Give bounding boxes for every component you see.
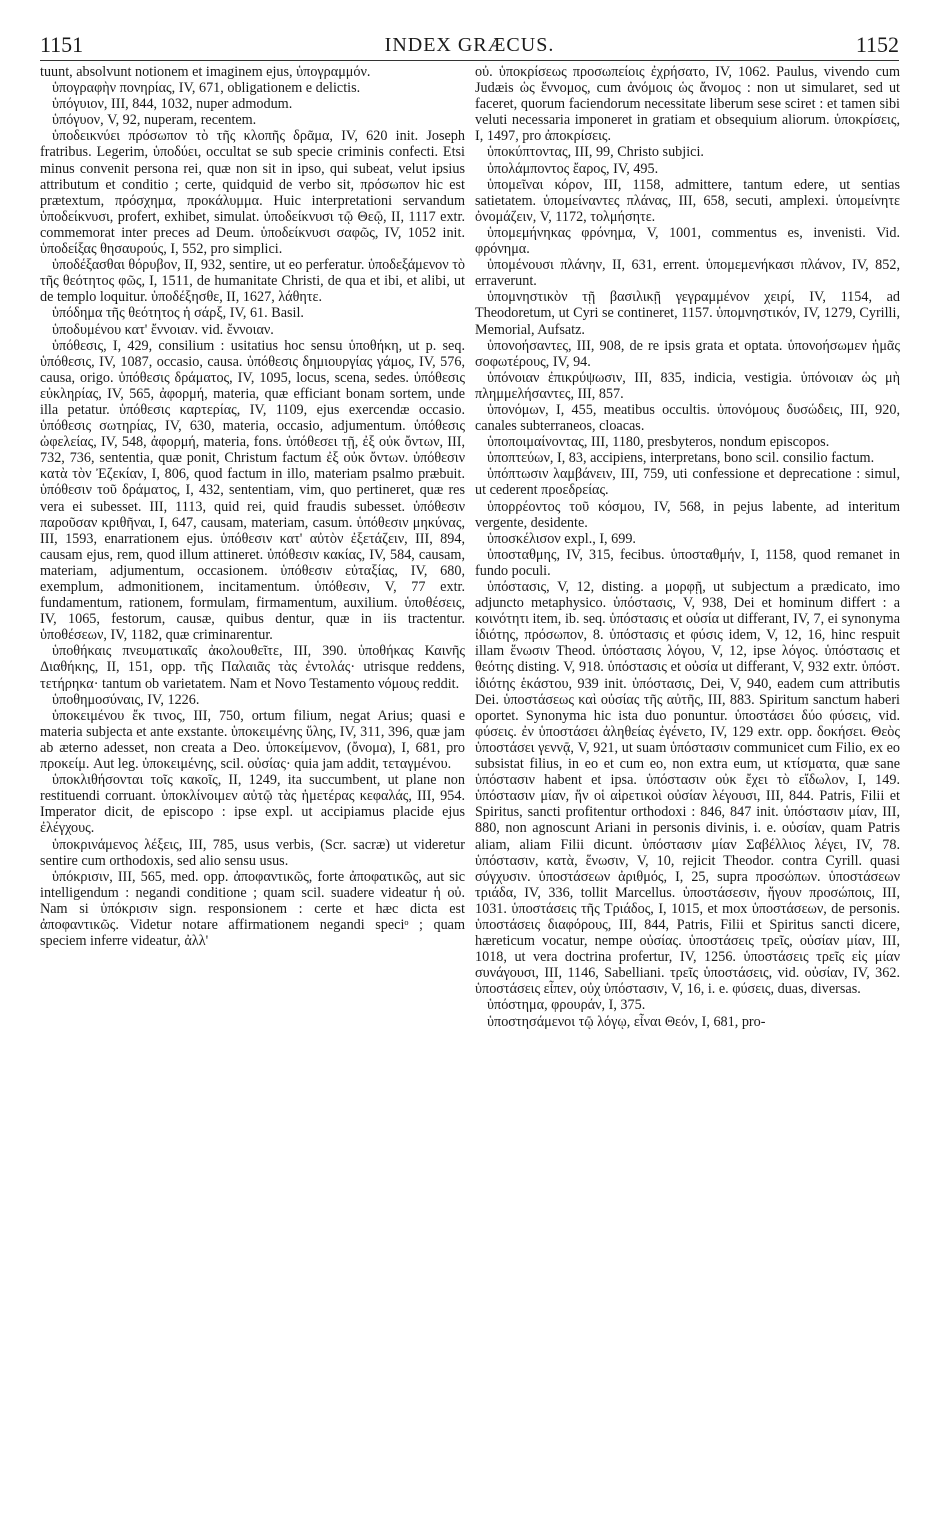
index-entry: ὑπόγυον, V, 92, nuperam, recentem. [52, 112, 257, 129]
index-entry: ὑποδέξασθαι θόρυβον, II, 932, sentire, ut eo perferatur. ὑποδεξάμενον τὸ τῆς θεότητος φῶς, I, 1511, de humanitate Christi, de qua et ibi, et alibi, ut de templo loquitur. ὑποδέξησθε, II, 1627, λάθητε. [40, 257, 465, 306]
index-entry: ὑποκλιθήσονται τοῖς κακοῖς, II, 1249, ita succumbent, ut plane non restituendi corruant. ὑποκλίνοιμεν αὐτῷ τὰς ἡμετέρας κεφαλάς, III, 954. Imperator dicit, de episcopo : ipse expl. ut accipiamus placide ejus ἐλέγχους. [40, 772, 465, 837]
index-entry: ὑπονοήσαντες, III, 908, de re ipsis grata et optata. ὑπονοήσωμεν ἡμᾶς σοφωτέρους, IV, 94. [475, 337, 900, 370]
page-number-left: 1151 [40, 32, 84, 57]
index-entry: ὑπονόμων, I, 455, meatibus occultis. ὑπονόμους δυσώδεις, III, 920, canales subterraneos, cloacas. [475, 401, 900, 435]
running-title: INDEX GRÆCUS. [384, 34, 555, 56]
index-entry: ὑπόθεσις, I, 429, consilium : usitatius hoc sensu ὑποθήκη, ut p. seq. ὑπόθεσις, IV, 1087, occasio, causa. ὑπόθεσις δημιουργίας γάμος, IV, 576, causa, origo. ὑπόθεσις δράματος, IV, 1095, locus, scena, sedes. ὑπόθεσις εὐκληρίας, IV, 565, ἀφορμή, materia, quæ efficiant bonam sortem, unde illa petatur. ὑπόθεσις καρτερίας, IV, 1109, ejus exercendæ occasio. ὑπόθεσις σωτηρίας, IV, 630, materia, occasio, adjumentum. ὑπόθεσις ὠφελείας, IV, 548, ἀφορμή, materia, fons. ὑπόθεσει τῇ, ἐξ οὐκ ὄντων, III, 732, 736, sententia, quæ ponit, Christum factum ἐξ οὐκ ὄντων. ὑπόθεσιν κατὰ τὸν Ἐζεκίαν, I, 806, quod factum in illo, materiam psalmo præbuit. ὑπόθεσιν τοῦ δράματος, I, 432, sententiam, vim, quo pertineret, quæ res vera ei subesset. III, 1113, quid rei, quid fraudis subesset. ὑπόθεσιν παροῦσαν κριθῆναι, I, 647, causam, materiam, casum. ὑπόθεσιν μηκύνας, III, 1593, enarrationem ejus. ὑπόθεσιν κατ' αὐτὸν ἐξετάζειν, III, 894, causam ejus, rem, quod illum attineret. ὑπόθεσιν κακίας, IV, 584, causam, materiam, adjumentum, occasionem. ὑπόθεσιν εὐταξίας, IV, 680, exemplum, admonitionem, incitamentum. ὑπόθεσιν, V, 77 extr. fundamentum, rationem, formulam, firmamentum, auxilium. ὑποθέσεις, IV, 1065, festorum, causæ, quibus dentur, quæ in iis tractentur. ὑποθέσεων, IV, 1182, quæ criminarentur. [40, 337, 465, 644]
index-entry: ὑπόπτωσιν λαμβάνειν, III, 759, uti confessione et deprecatione : simul, ut cederent προεδρείας. [475, 466, 900, 499]
index-entry: ὑπόγυιον, III, 844, 1032, nuper admodum. [52, 96, 293, 113]
index-entry: ὑπόκρισιν, III, 565, med. opp. ἀποφαντικῶς, forte ἀποφατικῶς, aut sic intelligendum : negandi conditione ; quam scil. suadere videatur ἡ οὐ. Nam si ὑπόκρισιν sign. responsionem : certe et hæc dicta est ἀποφαντικῶς. Videtur notare affirmationem negandi speciᵒ ; quam speciem inferre videatur, ἀλλ' [40, 868, 465, 950]
index-entry: ὑπομνηστικὸν τῇ βασιλικῇ γεγραμμένον χειρί, IV, 1154, ad Theodoretum, ut Cyri se contineret, 1157. ὑπομνηστικόν, IV, 1279, Cyrilli, Memorial, Aufsatz. [475, 289, 900, 338]
page-header [40, 28, 899, 60]
index-entry: ὑπομεμήνηκας φρόνημα, V, 1001, commentus es, invenisti. Vid. φρόνημα. [475, 224, 900, 258]
index-entry: ὑπογραφὴν πονηρίας, IV, 671, obligationem e delictis. [52, 80, 361, 97]
index-entry: ὑποσταθμης, IV, 315, fecibus. ὑποσταθμήν, I, 1158, quod remanet in fundo poculi. [475, 546, 900, 579]
header-rule [40, 60, 899, 61]
right-column [475, 64, 900, 1524]
index-entry: ὑπόστασις, V, 12, disting. a μορφῇ, ut subjectum a prædicato, imo adjuncto metaphysico. ὑπόστασις, V, 938, Dei et hominum differt : a κοινότητι item, ib. seq. ὑπόστασις et οὐσία ut differant, IV, 7, ei synonyma ἰδιότης, πρόσωπον, 8. ὑπόστασις et φύσις idem, V, 12, 16, hinc respuit illam ἕνωσιν Theod. ὑπόστασις λόγου, V, 12, ipse λόγος. ὑπόστασις et θεότης disting. V, 918. ὑπόστασις et οὐσία ut differant, V, 932 extr. ὑπόστ. ἰδιότης ἑκάστου, 939 init. ὑπόστασις, Dei, V, 940, eadem cum attributis Dei. ὑποστάσεως καὶ οὐσίας τῆς αὐτῆς, III, 883. Spiritum sanctum haberi oportet. Synonyma hic ista duo ponuntur. ὑποστάσει δύο φύσεις, vid. φύσεις. ἐν ὑποστάσει ἀληθείας ἐγένετο, IV, 129 extr. opp. δοκήσει. Θεὸς ὑποστάσει γεννᾷ, V, 921, ut suam ὑπόστασιν communicet cum Filio, ex eo subsistat filius, in eo et cum eo, non extra eum, ut κτίσματα, quæ sane ὑπόστασιν habent et ipsa. ὑπόστασιν οὐκ ἔχει τὸ εἴδωλον, I, 149. ὑπόστασιν μίαν, ἥν οἱ αἱρετικοὶ οὐσίαν λέγουσι, III, 844. Patris, Filii et Spiritus, sancti profitentur orthodoxi : 846, 847 init. ὑπόστασιν μίαν, III, 880, non agnoscunt Ariani in personis divinis, i. e. οὐσίαν, quam Patris aliam, aliam Filii dicunt. ὑπόστασιν μίαν Σαβέλλιος λέγει, IV, 78. ὑπόστασιν, κατὰ, ἕνωσιν, V, 10, rejicit Theodor. contra Cyrill. quasi σύγχυσιν. ὑποστάσεων ἀριθμός, I, 25, supra προσώπων. ὑποστάσεων τριάδα, IV, 336, tollit Marcellus. ὑποστάσεσιν, ἤγουν προσώποις, III, 1031. ὑποστάσεις τῆς Τριάδος, I, 1015, et mox ὑποστάσεων, de personis. ὑποστάσεις διαφόρους, III, 844, Patris, Filii et Spiritus sancti dicere, hæreticum vocatur, nempe οὐσίας. ὑποστάσεις τρεῖς, οὐσίαν μίαν, III, 1018, ut vera doctrina profertur, IV, 1256. ὑποστάσεις τρεῖς εἰς μίαν συνάγουσι, III, 1146, Sabelliani. τρεῖς ὑποστάσεις, vid. οὐσίαν, IV, 362. ὑποστάσεις εἶπεν, οὐχ ὑπόστασιν, V, 16, i. e. φύσεις, duas, diversas. [475, 579, 900, 998]
index-entry: οὐ. ὑποκρίσεως προσωπείοις ἐχρήσατο, IV, 1062. Paulus, vivendo cum Judæis ὡς ἔννομος, cum ἀνόμοις ὡς ἄνομος : non ut simularet, sed ut faceret, quorum faciendorum necessitate liberum sese sciret : et tamen sibi veluti necessaria imponeret in gratiam et obsequium aliorum. ὑποκρίσεις, I, 1497, pro ἀποκρίσεις. [475, 64, 900, 145]
index-entry: ὑπόδημα τῆς θεότητος ἡ σάρξ, IV, 61. Basil. [52, 305, 304, 322]
page-number-right: 1152 [855, 32, 899, 57]
index-entry: tuunt, absolvunt notionem et imaginem ejus, ὑπογραμμόν. [40, 64, 371, 80]
index-entry: ὑπομένουσι πλάνην, II, 631, errent. ὑπομεμενήκασι πλάνον, IV, 852, erraverunt. [475, 257, 900, 290]
index-entry: ὑποκειμένου ἔκ τινος, III, 750, ortum filium, negat Arius; quasi e materia subjecta et ante exstante. ὑποκειμένης ὕλης, IV, 311, 396, quæ jam ab æterno adesset, non creata a Deo. ὑποκείμενον, (ὄνομα), I, 681, pro προκείμ. Aut leg. ὑποκειμένης, scil. οὐσίας· quia jam addit, τεταγμένου. [40, 707, 465, 773]
index-entry: ὑποθήκαις πνευματικαῖς ἀκολουθεῖτε, III, 390. ὑποθήκας Καινῆς Διαθήκης, II, 151, opp. τῆς Παλαιᾶς τὰς ἐντολάς· utrisque reddens, τετήρηκα· tantum ob varietatem. Nam et Novo Testamento νόμους reddit. [40, 643, 465, 692]
index-entry: ὑπολάμποντος ἔαρος, IV, 495. [487, 160, 659, 177]
index-entry: ὑποδυμένου κατ' ἔννοιαν. vid. ἔννοιαν. [52, 321, 274, 338]
left-column [40, 64, 465, 1524]
index-entry: ὑποκρινάμενος λέξεις, III, 785, usus verbis, (Scr. sacræ) ut videretur sentire cum orthodoxis, sed alio sensu usus. [40, 836, 465, 869]
index-entry: ὑποπτεύων, I, 83, accipiens, interpretans, bono scil. consilio factum. [487, 450, 875, 467]
index-entry: ὑποθημοσύναις, IV, 1226. [52, 691, 200, 708]
index-entry: ὑπομεῖναι κόρον, III, 1158, admittere, tantum edere, ut sentias satietatem. ὑπομείναντες πλάνας, III, 658, secuti, amplexi. ὑπομείνητε ὀνομάζειν, V, 1172, τολμήσητε. [475, 176, 900, 225]
index-entry: ὑποσκέλισον expl., I, 699. [487, 530, 636, 547]
index-entry: ὑπορρέοντος τοῦ κόσμου, IV, 568, in pejus labente, ad interitum vergente, desidente. [475, 498, 900, 531]
index-entry: ὑποστησάμενοι τῷ λόγῳ, εἶναι Θεόν, I, 681, pro- [487, 1013, 766, 1030]
index-entry: ὑποποιμαίνοντας, III, 1180, presbyteros, nondum episcopos. [487, 434, 830, 451]
index-entry: ὑπόστημα, φρουράν, I, 375. [487, 997, 646, 1014]
index-entry: ὑποκύπτοντας, III, 99, Christo subjici. [487, 144, 704, 161]
index-entry: ὑποδεικνύει πρόσωπον τὸ τῆς κλοπῆς δρᾶμα, IV, 620 init. Joseph fratribus. Legerim, ὑποδύει, occultat se sub specie criminis confecti. Etsi minus convenit persona rei, quæ non sit in ipso, qui subeat, velut ipsius attributum et conditio ; certe, quidquid de verbo sit, πρόσωπον hic est prætextum, πρόσχημα, προκάλυμμα. Huic interpretationi servandum ὑποδείκνυσι, profert, exhibet, simulat. ὑποδείκνυσι τῷ Θεῷ, II, 1117 extr. commemorat inter preces ad Deum. ὑποδείκνυσι σαφῶς, IV, 1052 init. ὑποδείξας θησαυρούς, I, 552, pro simplici. [40, 128, 465, 258]
index-entry: ὑπόνοιαν ἐπικρύψωσιν, III, 835, indicia, vestigia. ὑπόνοιαν ὡς μὴ πλημμελήσαντες, III, 857. [475, 369, 900, 402]
